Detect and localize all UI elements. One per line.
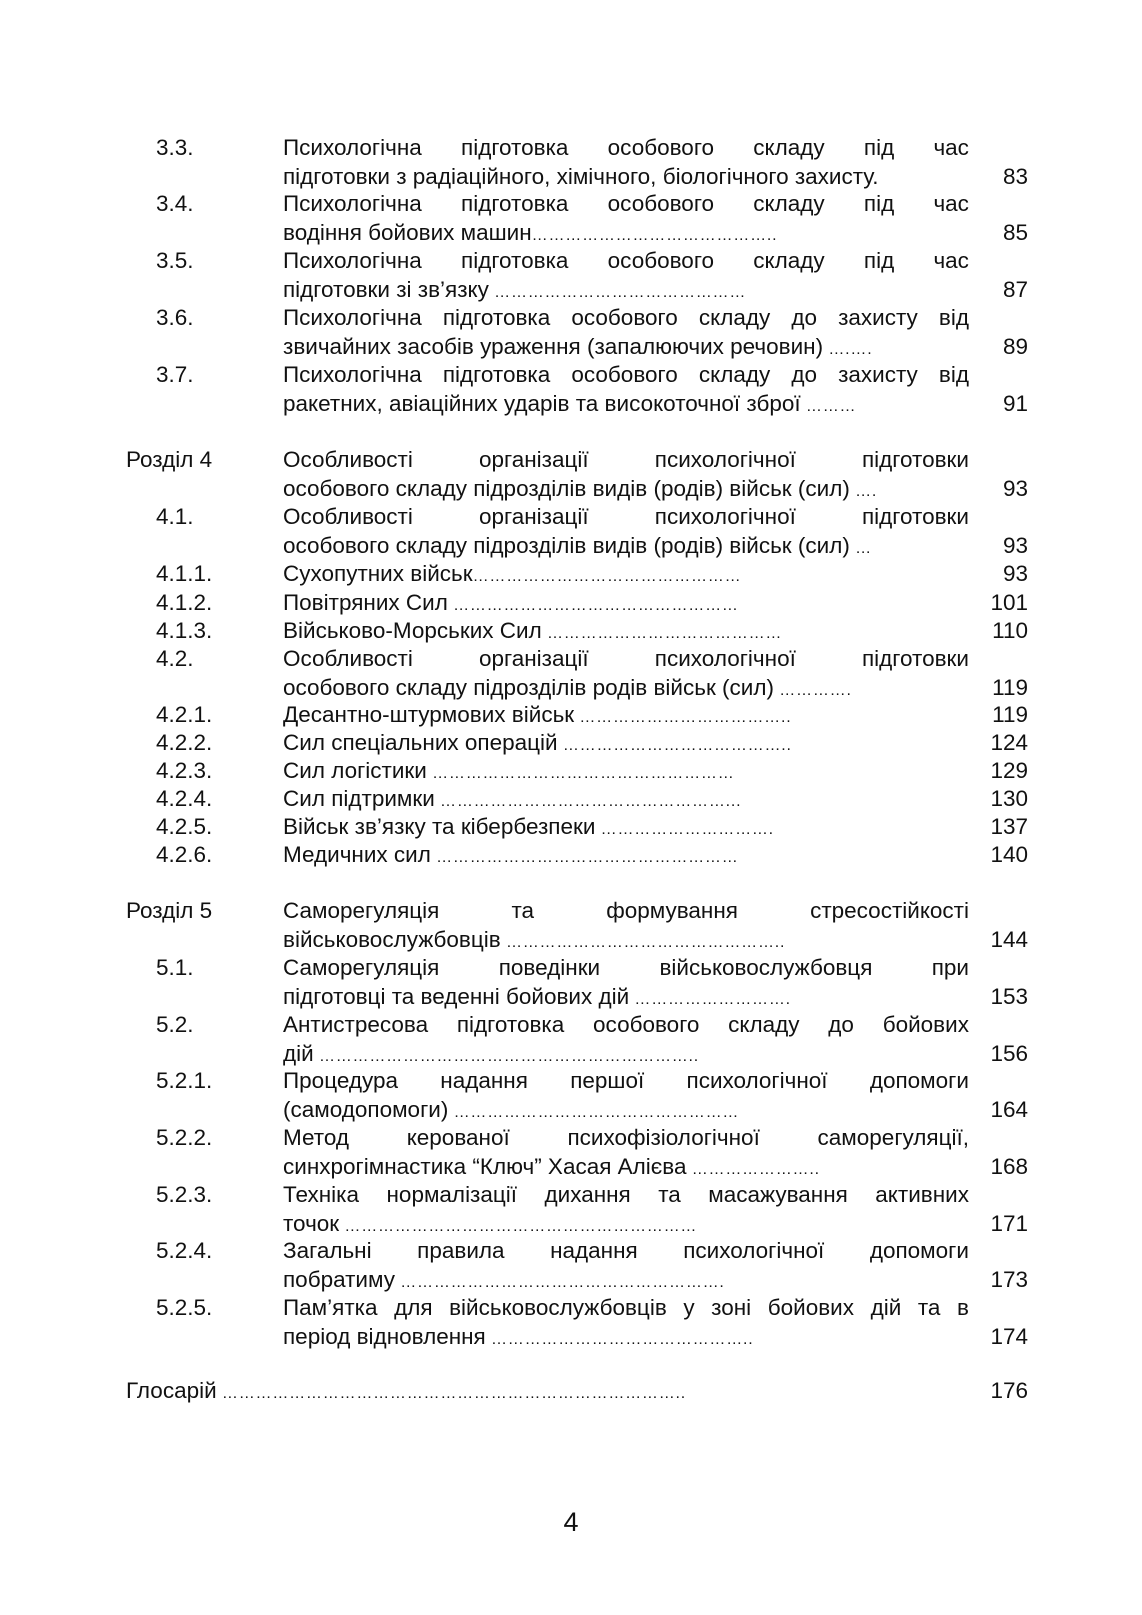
toc-title-word: Психологічна <box>283 135 422 160</box>
toc-title-word: Антистресова <box>283 1012 429 1037</box>
toc-entry-title-line-last <box>283 925 969 954</box>
toc-entry-title-text: побратиму <box>283 1266 395 1292</box>
toc-title-word: психологічної <box>654 646 796 671</box>
toc-entry-page-number: 156 <box>990 1040 1028 1066</box>
toc-title-word: від <box>938 305 969 330</box>
toc-title-word: Пам’ятка <box>283 1295 378 1320</box>
toc-entry-number: 4.1.1. <box>156 561 213 586</box>
toc-entry-title-line-last <box>283 1152 969 1181</box>
toc-entry-page-number: 89 <box>1002 333 1028 359</box>
toc-entry-number: 4.2.3. <box>156 758 213 783</box>
toc-entry-number: 3.6. <box>156 305 194 330</box>
toc-title-word: психологічної <box>686 1068 828 1093</box>
toc-entry-title-text: звичайних засобів ураження (запалюючих речовин) <box>283 333 824 359</box>
toc-title-word: час <box>933 191 969 216</box>
toc-entry-title-line-last <box>283 700 969 729</box>
toc-title-word: Психологічна <box>283 191 422 216</box>
toc-entry-title-line <box>283 246 969 275</box>
toc-leader-dots: …………………………………………… <box>447 597 739 614</box>
toc-title-word: активних <box>875 1182 969 1207</box>
toc-title-word: військовослужбовців <box>449 1295 667 1320</box>
toc-title-word: Психологічна <box>283 362 422 387</box>
toc-leader-dots: ………………………………………………………….. <box>313 1047 700 1065</box>
toc-entry-page-number: 137 <box>990 814 1028 839</box>
toc-title-word: час <box>933 248 969 273</box>
toc-title-word: військовослужбовця <box>659 955 873 980</box>
toc-title-word: складу <box>698 362 771 387</box>
toc-title-word: надання <box>550 1238 638 1263</box>
toc-title-word: особового <box>571 305 678 330</box>
toc-title-word: складу <box>753 191 825 216</box>
toc-entry-page-number: 173 <box>990 1266 1028 1292</box>
toc-entry-title-line <box>283 1010 969 1039</box>
toc-leader-dots: ……………………………………….. <box>485 1330 754 1348</box>
toc-title-word: підготовки <box>861 447 969 472</box>
toc-title-word: психологічної <box>683 1238 825 1263</box>
toc-entry-page-number: 83 <box>1002 163 1028 189</box>
toc-leader-dots: ………………………………………….. <box>500 933 786 951</box>
toc-entry-number: Розділ 5 <box>126 898 213 923</box>
toc-title-word: час <box>933 135 969 160</box>
toc-title-word: поведінки <box>498 955 601 980</box>
toc-title-word: складу <box>753 135 825 160</box>
toc-title-word: в <box>956 1295 969 1320</box>
toc-entry-page-number: 101 <box>990 590 1028 615</box>
toc-title-word: організації <box>479 646 589 671</box>
toc-title-word: для <box>394 1295 433 1320</box>
toc-entry-number: 4.1.3. <box>156 618 213 643</box>
toc-entry-page-number: 93 <box>1002 532 1028 558</box>
toc-title-word: особового <box>571 362 678 387</box>
toc-entry-page-number: 85 <box>1002 219 1028 245</box>
toc-entry-title-line-last <box>283 1322 969 1351</box>
toc-entry-title-text: підготовки зі зв’язку <box>283 276 489 302</box>
toc-entry-title-line-last <box>283 162 969 191</box>
toc-entry-title-line-last <box>283 531 969 560</box>
toc-entry-title-text: Військ зв’язку та кібербезпеки <box>283 814 596 839</box>
toc-entry-title-line <box>283 896 969 925</box>
toc-entry-number: 3.5. <box>156 248 194 273</box>
toc-entry-title-line <box>283 189 969 218</box>
toc-title-word: дихання <box>544 1182 631 1207</box>
toc-leader-dots: ……………………………………… <box>488 283 747 301</box>
toc-title-word: підготовки <box>861 646 969 671</box>
toc-title-word: складу <box>753 248 825 273</box>
toc-entry-title-text: Сил логістики <box>283 758 427 783</box>
toc-leader-dots: ………………………. <box>629 990 791 1008</box>
toc-entry-number: 3.7. <box>156 362 194 387</box>
toc-entry-title-text: особового складу підрозділів видів (родів) військ (сил) <box>283 532 850 558</box>
toc-entry-title-text: особового складу підрозділів видів (родів) військ (сил) <box>283 475 850 501</box>
toc-entry-page-number: 110 <box>992 618 1028 643</box>
toc-title-word: саморегуляції, <box>817 1125 969 1150</box>
toc-title-word: Саморегуляція <box>283 898 440 923</box>
toc-entry-title-line-last <box>283 588 969 617</box>
toc-title-word: підготовка <box>456 1012 565 1037</box>
toc-entry-title-line-last <box>283 275 969 304</box>
toc-title-word: особового <box>607 135 715 160</box>
toc-entry-number: 4.2.2. <box>156 730 213 755</box>
toc-entry-page-number: 144 <box>990 926 1028 952</box>
toc-entry-title-text: Сухопутних військ <box>283 561 473 586</box>
toc-leader-dots: …………………………………… <box>541 625 783 642</box>
toc-title-word: психологічної <box>654 504 796 529</box>
toc-title-word: особового <box>593 1012 700 1037</box>
toc-entry-title-line-last <box>283 389 969 418</box>
toc-entry-number: Розділ 4 <box>126 447 213 472</box>
toc-leader-dots: ……………………………………………………… <box>339 1217 698 1235</box>
toc-entry-title-line <box>283 445 969 474</box>
toc-title-word: керованої <box>406 1125 510 1150</box>
toc-entry-title-text: синхрогімнастика “Ключ” Хасая Алієва <box>283 1153 687 1179</box>
toc-entry-title-line <box>283 133 969 162</box>
toc-leader-dots: …………………………………………… <box>448 1103 740 1121</box>
toc-entry-number: 4.2.1. <box>156 702 213 727</box>
toc-entry-title-text: підготовці та веденні бойових дій <box>283 983 630 1009</box>
toc-title-word: особового <box>607 191 715 216</box>
toc-leader-dots: ….…. <box>823 340 873 358</box>
toc-entry-title-text: Медичних сил <box>283 842 431 867</box>
glossary-page-number: 176 <box>990 1378 1028 1403</box>
toc-entry-title-line <box>283 360 969 389</box>
toc-title-word: Загальні <box>283 1238 372 1263</box>
toc-leader-dots: ……… <box>800 397 857 415</box>
toc-title-word: Метод <box>283 1125 349 1150</box>
toc-title-word: та <box>511 898 535 923</box>
toc-entry-title-line <box>283 1180 969 1209</box>
toc-title-word: підготовки <box>861 504 969 529</box>
toc-entry-title-text: підготовки з радіаційного, хімічного, біологічного захисту. <box>283 163 879 189</box>
toc-entry-page-number: 130 <box>990 786 1028 811</box>
toc-entry-title-line-last <box>283 616 969 645</box>
toc-title-word: психофізіологічної <box>567 1125 760 1150</box>
toc-entry-title-text: Сил спеціальних операцій <box>283 730 558 755</box>
toc-title-word: до <box>828 1012 854 1037</box>
toc-entry-title-line-last <box>283 840 969 869</box>
toc-entry-number: 5.2.5. <box>156 1295 213 1320</box>
toc-entry-title-line <box>283 502 969 531</box>
toc-entry-title-line-last <box>283 982 969 1011</box>
toc-entry-number: 5.2.2. <box>156 1125 213 1150</box>
glossary-leader-dots: ……………………………………………………………………….. <box>216 1385 687 1402</box>
toc-title-word: допомоги <box>869 1068 969 1093</box>
toc-entry-page-number: 153 <box>990 983 1028 1009</box>
toc-entry-title-line-last <box>283 673 969 702</box>
toc-entry-title-line-last <box>283 559 969 588</box>
toc-title-word: Психологічна <box>283 248 422 273</box>
toc-title-word: Процедура <box>283 1068 399 1093</box>
toc-title-word: підготовка <box>461 191 569 216</box>
toc-title-word: у <box>683 1295 695 1320</box>
toc-title-word: організації <box>479 504 589 529</box>
toc-title-word: надання <box>440 1068 528 1093</box>
toc-entry-page-number: 164 <box>990 1096 1028 1122</box>
toc-entry-title-text: Сил підтримки <box>283 786 435 811</box>
toc-entry-number: 5.2. <box>156 1012 194 1037</box>
toc-entry-title-text: період відновлення <box>283 1323 486 1349</box>
toc-title-word: психологічної <box>654 447 796 472</box>
toc-title-word: складу <box>698 305 771 330</box>
toc-entry-number: 3.3. <box>156 135 194 160</box>
toc-title-word: підготовка <box>461 248 569 273</box>
toc-entry-title-text: (самодопомоги) <box>283 1096 449 1122</box>
toc-title-word: дій <box>870 1295 902 1320</box>
toc-entry-title-line <box>283 1066 969 1095</box>
toc-entry-title-line <box>283 953 969 982</box>
toc-entry-title-line-last <box>283 474 969 503</box>
toc-entry-title-text: точок <box>283 1210 340 1236</box>
toc-title-word: під <box>863 135 895 160</box>
toc-leader-dots: ……………………………….. <box>574 709 792 726</box>
toc-entry-title-line <box>283 644 969 673</box>
toc-leader-dots: ……………………………………………… <box>430 849 739 866</box>
toc-entry-title-line-last <box>283 784 969 813</box>
toc-title-word: до <box>791 305 817 330</box>
toc-title-word: бойових <box>882 1012 969 1037</box>
toc-entry-number: 4.2.6. <box>156 842 213 867</box>
toc-entry-title-text: особового складу підрозділів родів військ (сил) <box>283 674 774 700</box>
toc-title-word: нормалізації <box>386 1182 518 1207</box>
toc-title-word: Техніка <box>283 1182 360 1207</box>
toc-entry-title-text: Десантно-штурмових військ <box>283 702 575 727</box>
toc-entry-number: 5.1. <box>156 955 194 980</box>
toc-title-word: підготовка <box>461 135 569 160</box>
toc-entry-title-text: військовослужбовців <box>283 926 501 952</box>
toc-entry-page-number: 119 <box>992 674 1028 700</box>
toc-leader-dots: ……………………………………………… <box>426 765 735 782</box>
toc-title-word: підготовка <box>442 305 551 330</box>
toc-entry-title-line <box>283 1293 969 1322</box>
toc-title-word: від <box>938 362 969 387</box>
toc-entry-title-line-last <box>283 218 969 247</box>
toc-title-word: бойових <box>767 1295 854 1320</box>
toc-title-word: до <box>791 362 817 387</box>
toc-leader-dots: … <box>849 539 872 557</box>
toc-entry-number: 3.4. <box>156 191 194 216</box>
toc-entry-title-line-last <box>283 1095 969 1124</box>
toc-title-word: під <box>863 248 895 273</box>
toc-leader-dots: …………. <box>774 681 852 699</box>
toc-entry-title-line-last <box>283 756 969 785</box>
toc-entry-number: 4.1. <box>156 504 194 529</box>
toc-title-word: Психологічна <box>283 305 422 330</box>
toc-title-word: підготовка <box>442 362 551 387</box>
toc-title-word: масажування <box>708 1182 848 1207</box>
toc-title-word: правила <box>417 1238 505 1263</box>
toc-leader-dots: …………………………………………………. <box>394 1273 725 1291</box>
toc-title-word: та <box>917 1295 941 1320</box>
toc-entry-number: 4.2. <box>156 646 194 671</box>
toc-title-word: першої <box>570 1068 645 1093</box>
toc-leader-dots: ………………………………………… <box>472 568 742 585</box>
toc-title-word: особового <box>607 248 715 273</box>
toc-entry-title-line <box>283 1123 969 1152</box>
toc-leader-dots: ……………………………………………... <box>434 793 742 810</box>
toc-entry-title-line-last <box>283 1039 969 1068</box>
toc-title-word: стресостійкості <box>810 898 969 923</box>
toc-title-word: Особливості <box>283 646 413 671</box>
toc-entry-page-number: 124 <box>990 730 1028 755</box>
toc-entry-title-text: Військово-Морських Сил <box>283 618 542 643</box>
toc-entry-number: 5.2.1. <box>156 1068 213 1093</box>
toc-entry-page-number: 140 <box>990 842 1028 867</box>
toc-title-word: та <box>658 1182 681 1207</box>
toc-entry-title-line <box>283 303 969 332</box>
toc-entry-title-line-last <box>283 728 969 757</box>
toc-title-word: Особливості <box>283 447 413 472</box>
page-number: 4 <box>563 1507 579 1537</box>
toc-entry-page-number: 87 <box>1002 276 1028 302</box>
glossary-label: Глосарій <box>126 1378 217 1403</box>
toc-leader-dots: …………………………. <box>595 821 774 838</box>
toc-entry-page-number: 91 <box>1002 390 1028 416</box>
toc-title-word: зоні <box>711 1295 752 1320</box>
toc-title-word: Саморегуляція <box>283 955 440 980</box>
toc-entry-page-number: 93 <box>1002 561 1028 586</box>
toc-entry-title-line-last <box>283 1209 969 1238</box>
toc-title-word: допомоги <box>869 1238 969 1263</box>
toc-leader-dots: …………………………………….. <box>531 226 778 244</box>
toc-entry-title-line-last <box>283 332 969 361</box>
toc-entry-title-text: ракетних, авіаційних ударів та високоточної зброї <box>283 390 801 416</box>
toc-title-word: при <box>931 955 969 980</box>
toc-leader-dots: ………………………………….. <box>557 737 792 754</box>
toc-entry-number: 4.2.4. <box>156 786 213 811</box>
toc-entry-title-text: водіння бойових машин <box>283 219 532 245</box>
toc-entry-page-number: 93 <box>1002 475 1028 501</box>
toc-title-word: формування <box>606 898 738 923</box>
toc-entry-page-number: 171 <box>990 1210 1028 1236</box>
toc-entry-number: 5.2.3. <box>156 1182 213 1207</box>
toc-entry-title-line-last <box>283 1265 969 1294</box>
toc-entry-page-number: 168 <box>990 1153 1028 1179</box>
toc-entry-number: 4.2.5. <box>156 814 213 839</box>
toc-title-word: під <box>863 191 895 216</box>
toc-leader-dots: ………………….. <box>686 1160 820 1178</box>
toc-entry-title-text: дій <box>283 1040 314 1066</box>
toc-title-word: складу <box>728 1012 800 1037</box>
toc-entry-page-number: 119 <box>992 702 1028 727</box>
toc-entry-title-line <box>283 1236 969 1265</box>
toc-entry-title-line-last <box>283 812 969 841</box>
toc-entry-number: 4.1.2. <box>156 590 213 615</box>
toc-title-word: захисту <box>838 362 918 387</box>
toc-title-word: захисту <box>838 305 918 330</box>
toc-title-word: організації <box>479 447 589 472</box>
toc-entry-title-text: Повітряних Сил <box>283 590 448 615</box>
toc-leader-dots: …. <box>849 482 878 500</box>
toc-entry-number: 5.2.4. <box>156 1238 213 1263</box>
toc-entry-page-number: 129 <box>990 758 1028 783</box>
toc-title-word: Особливості <box>283 504 413 529</box>
toc-entry-page-number: 174 <box>990 1323 1028 1349</box>
